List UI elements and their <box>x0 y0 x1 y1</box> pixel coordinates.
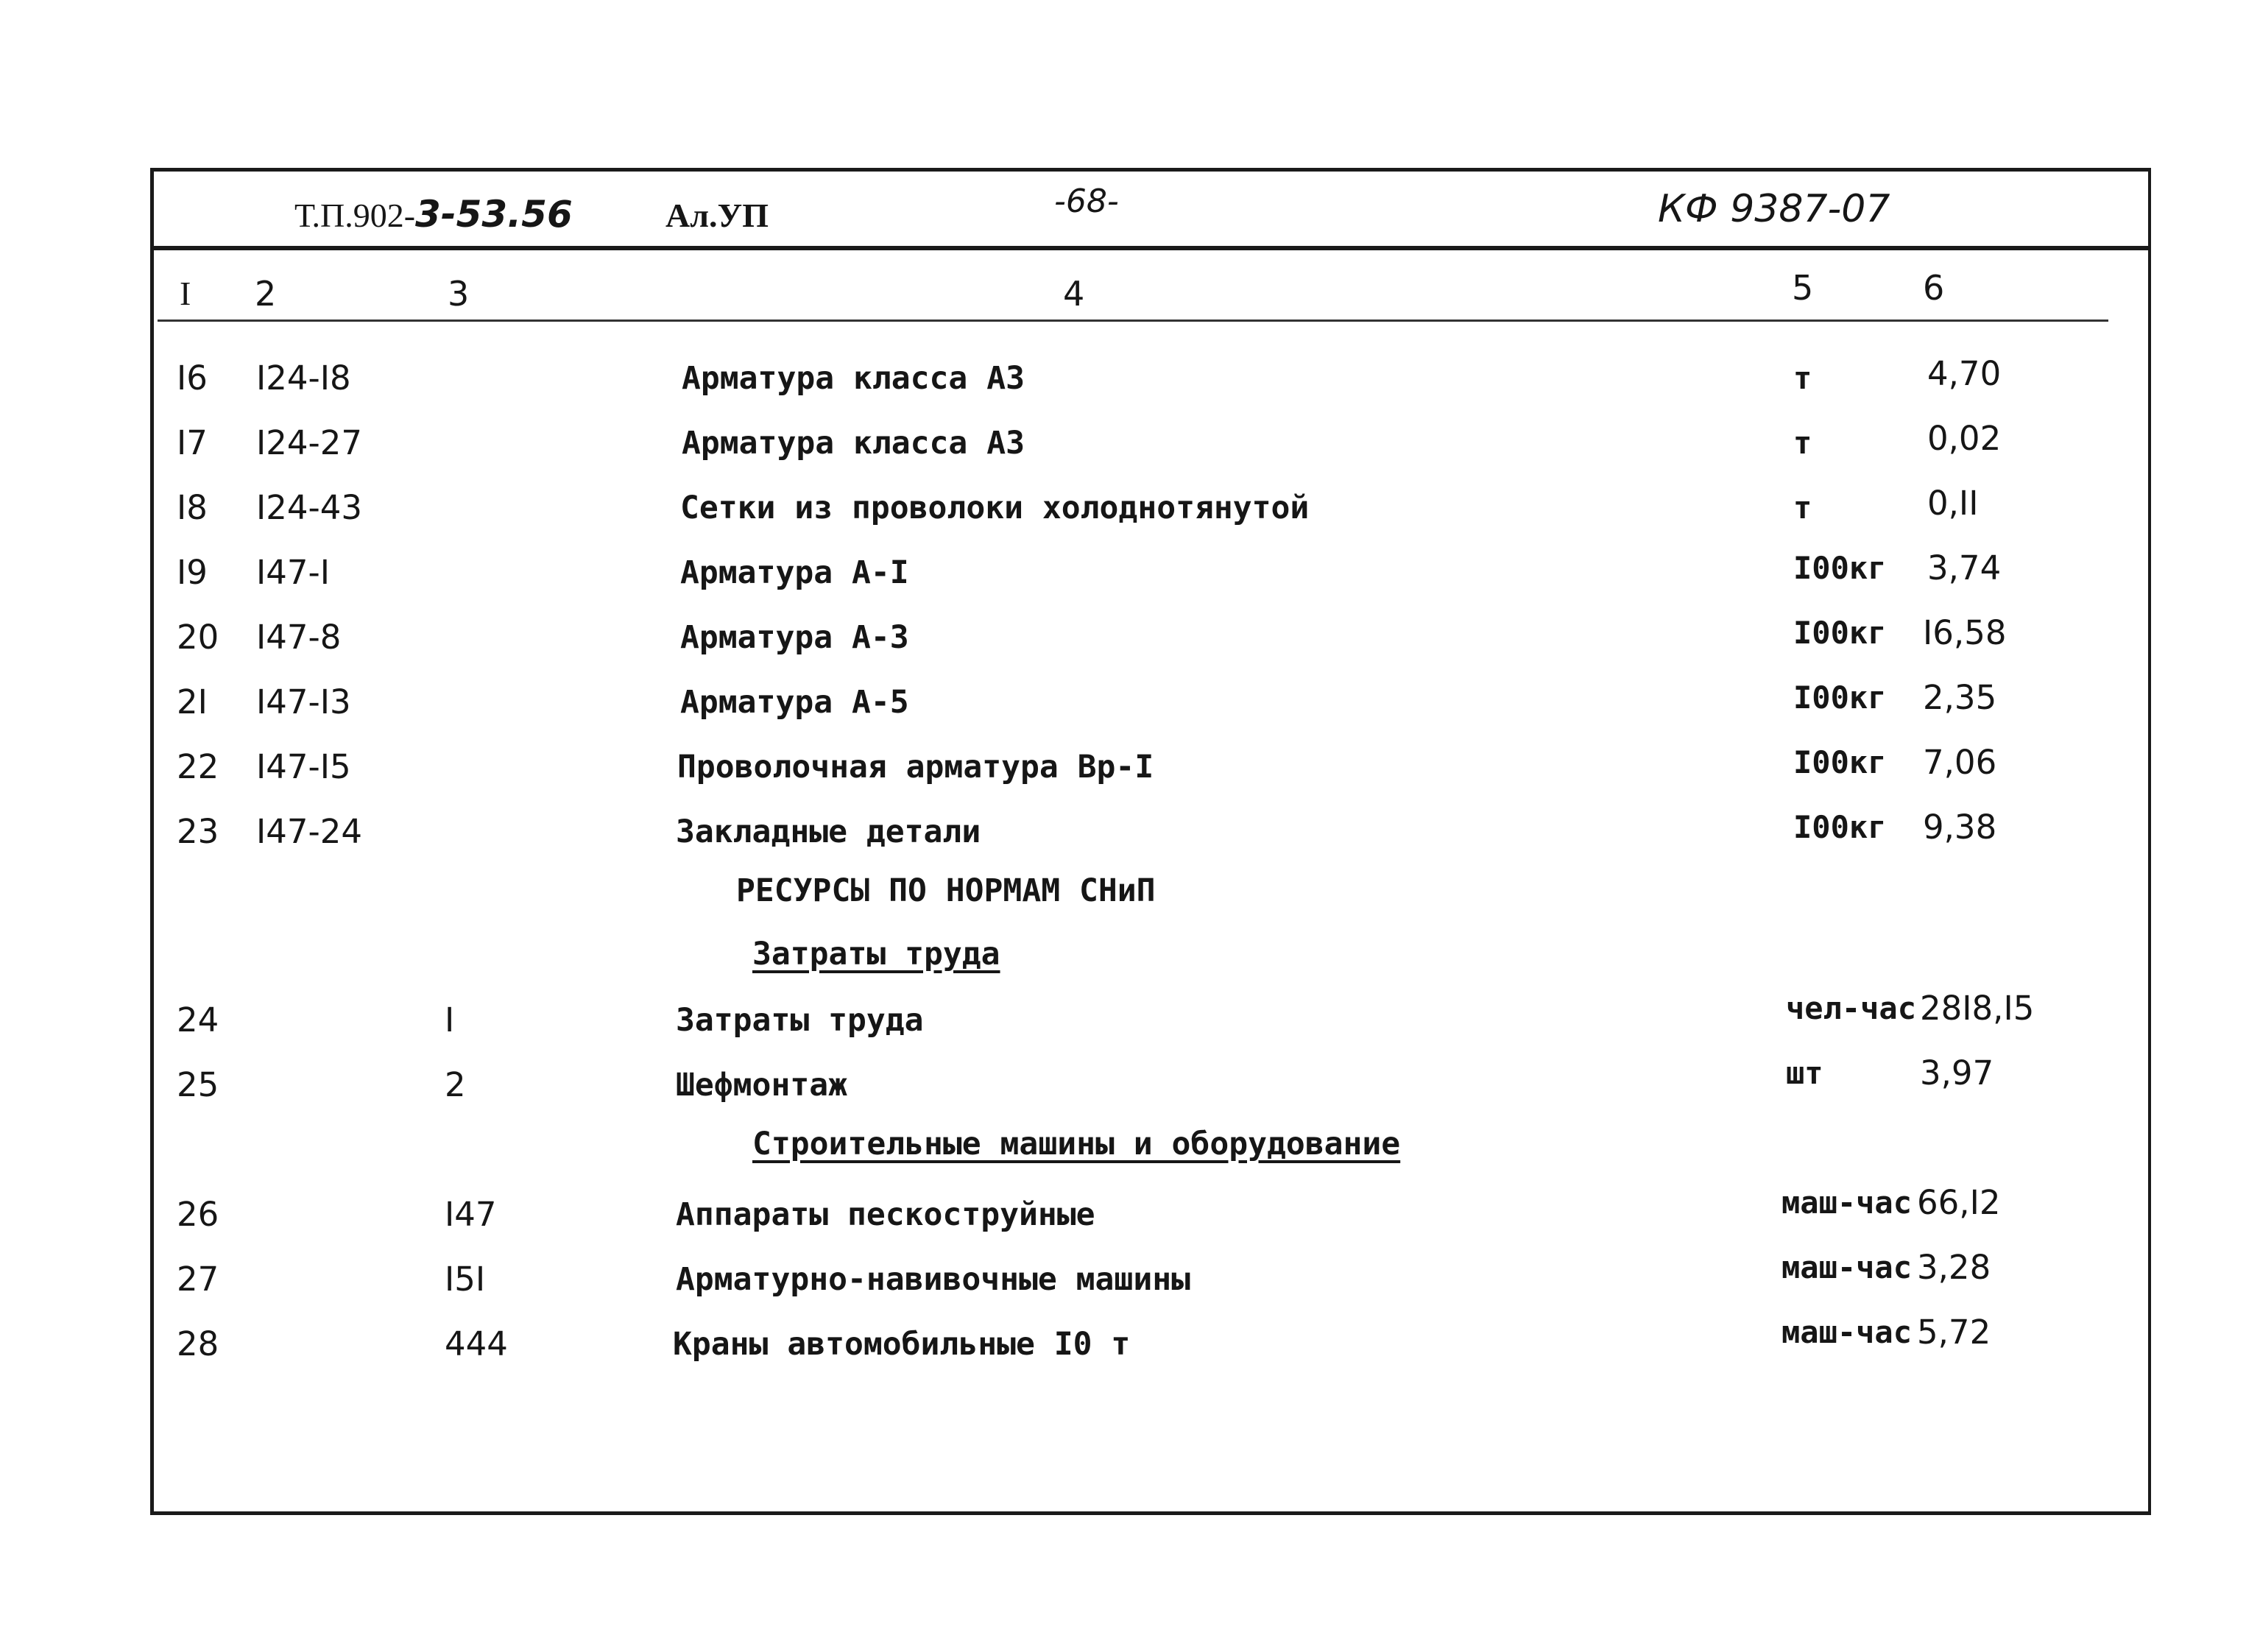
row-number: 24 <box>177 1000 219 1039</box>
row-quantity: 9,38 <box>1923 808 1997 847</box>
row-code: I47-I5 <box>256 747 351 786</box>
row-code: I47-24 <box>256 812 363 851</box>
row-name: Арматура А-I <box>680 554 909 591</box>
row-unit: т <box>1793 490 1812 526</box>
column-header-4: 4 <box>1063 274 1085 314</box>
document-stamp: КФ 9387-07 <box>1658 187 1890 231</box>
column-header-3: 3 <box>448 274 470 314</box>
row-reference: I <box>445 1000 455 1039</box>
table-row <box>0 356 2260 415</box>
row-code: I47-I <box>256 553 331 592</box>
row-unit: маш-час <box>1781 1185 1913 1221</box>
project-code <box>294 193 573 236</box>
row-name: Проволочная арматура Bр-I <box>677 749 1154 786</box>
row-number: I8 <box>177 488 208 527</box>
row-number: 27 <box>177 1260 219 1299</box>
row-number: 25 <box>177 1065 219 1104</box>
row-reference: 444 <box>445 1324 508 1363</box>
project-code-printed: Т.П.902- <box>294 197 416 234</box>
row-quantity: 2,35 <box>1923 678 1997 717</box>
table-row <box>0 810 2260 869</box>
row-code: I47-I3 <box>256 682 351 721</box>
row-quantity: 5,72 <box>1917 1313 1991 1352</box>
row-number: 28 <box>177 1324 219 1363</box>
row-unit: шт <box>1786 1055 1823 1091</box>
column-header-6: 6 <box>1923 268 1945 308</box>
row-unit: маш-час <box>1781 1314 1913 1350</box>
row-code: I24-I8 <box>256 359 351 398</box>
title-strip-rule <box>150 246 2151 250</box>
table-row <box>0 1248 2260 1316</box>
column-header-2: 2 <box>255 274 277 314</box>
row-number: I9 <box>177 553 208 592</box>
row-name: Арматура класса А3 <box>682 425 1025 462</box>
row-unit: I00кг <box>1793 550 1887 586</box>
row-quantity: 28I8,I5 <box>1920 989 2035 1028</box>
section-title-machines: Строительные машины и оборудование <box>752 1126 1401 1162</box>
row-reference: 2 <box>445 1065 466 1104</box>
table-row <box>0 680 2260 739</box>
row-quantity: 0,02 <box>1927 419 2002 458</box>
row-name: Затраты труда <box>676 1002 924 1039</box>
table-row <box>0 745 2260 804</box>
table-row <box>0 421 2260 480</box>
table-row <box>0 1313 2260 1381</box>
row-number: 2I <box>177 682 208 721</box>
row-quantity: 66,I2 <box>1917 1183 2001 1222</box>
row-unit: маш-час <box>1781 1249 1913 1285</box>
row-quantity: 3,74 <box>1927 548 2002 587</box>
row-reference: I47 <box>445 1195 497 1234</box>
row-name: Арматурно-навивочные машины <box>676 1261 1190 1298</box>
row-number: 26 <box>177 1195 219 1234</box>
row-unit: I00кг <box>1793 615 1887 651</box>
row-unit: чел-час <box>1786 990 1917 1026</box>
row-quantity: 7,06 <box>1923 743 1997 782</box>
row-name: Краны автомобильные I0 т <box>673 1326 1131 1363</box>
row-quantity: 3,28 <box>1917 1248 1991 1287</box>
row-quantity: 0,II <box>1927 484 1979 523</box>
row-code: I24-27 <box>256 423 363 462</box>
row-number: I6 <box>177 359 208 398</box>
row-quantity: 4,70 <box>1927 354 2002 393</box>
row-number: I7 <box>177 423 208 462</box>
row-unit: I00кг <box>1793 744 1887 780</box>
row-unit: т <box>1793 425 1812 461</box>
row-unit: I00кг <box>1793 679 1887 716</box>
row-unit: I00кг <box>1793 809 1887 845</box>
section-title-labor: Затраты труда <box>752 936 1000 973</box>
row-code: I47-8 <box>256 618 342 657</box>
row-name: Закладные детали <box>676 813 981 850</box>
row-name: Арматура класса А3 <box>682 360 1025 397</box>
row-name: Арматура А-3 <box>680 619 909 656</box>
page-number: -68- <box>1054 183 1119 220</box>
row-name: Шефмонтаж <box>676 1067 847 1104</box>
row-number: 23 <box>177 812 219 851</box>
table-row <box>0 989 2260 1057</box>
table-row <box>0 1183 2260 1252</box>
row-number: 22 <box>177 747 219 786</box>
row-reference: I5I <box>445 1260 486 1299</box>
row-name: Арматура А-5 <box>680 684 909 721</box>
table-row <box>0 486 2260 545</box>
column-header-rule <box>158 320 2108 322</box>
album-label: Ал.УП <box>665 197 769 234</box>
row-unit: т <box>1793 360 1812 396</box>
row-quantity: I6,58 <box>1923 613 2007 652</box>
column-header-5: 5 <box>1792 268 1814 308</box>
row-name: Сетки из проволоки холоднотянутой <box>680 490 1310 526</box>
table-row <box>0 1053 2260 1122</box>
column-header-1: I <box>180 275 191 312</box>
project-code-handwritten: 3-53.56 <box>415 193 573 236</box>
row-number: 20 <box>177 618 219 657</box>
section-title-resources: РЕСУРСЫ ПО НОРМАМ СНиП <box>736 872 1156 909</box>
table-row <box>0 615 2260 674</box>
table-row <box>0 548 2260 610</box>
row-quantity: 3,97 <box>1920 1053 1994 1092</box>
row-name: Аппараты пескоструйные <box>676 1196 1095 1233</box>
row-code: I24-43 <box>256 488 363 527</box>
